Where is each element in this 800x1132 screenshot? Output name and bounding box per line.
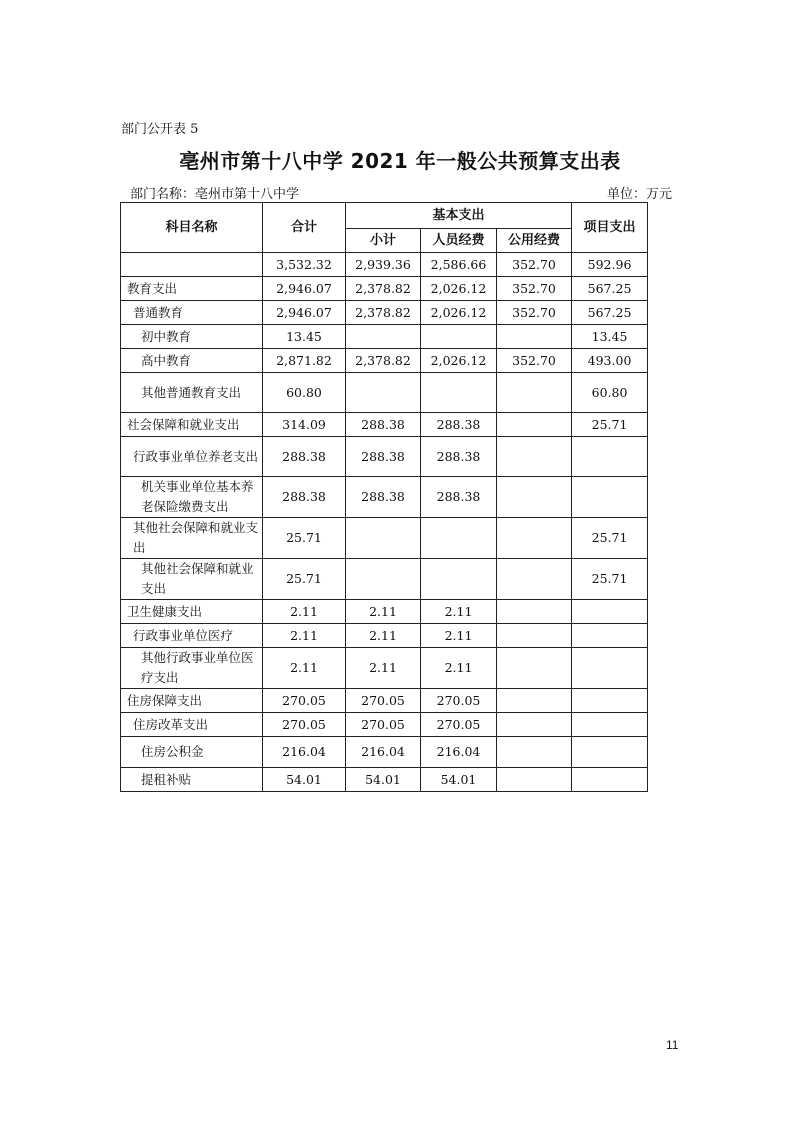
- table-row: [121, 437, 648, 477]
- table-number-label: 部门公开表 5: [121, 122, 199, 137]
- cell-subject: [121, 253, 263, 277]
- cell-project: [572, 737, 648, 768]
- cell-public: [497, 559, 572, 600]
- cell-subtotal: 2,378.82: [346, 277, 421, 301]
- cell-subtotal: 216.04: [346, 737, 421, 768]
- table-row: [121, 373, 648, 413]
- cell-project: 567.25: [572, 277, 648, 301]
- cell-project: 493.00: [572, 349, 648, 373]
- cell-subtotal: [346, 559, 421, 600]
- cell-subject: 机关事业单位基本养老保险缴费支出: [121, 477, 263, 518]
- cell-subject: 高中教育: [121, 349, 263, 373]
- cell-public: 352.70: [497, 253, 572, 277]
- cell-subtotal: 2,939.36: [346, 253, 421, 277]
- cell-project: 60.80: [572, 373, 648, 413]
- table-row: [121, 624, 648, 648]
- header-total: 合计: [263, 203, 346, 253]
- cell-total: 3,532.32: [263, 253, 346, 277]
- cell-project: 13.45: [572, 325, 648, 349]
- cell-total: 2,871.82: [263, 349, 346, 373]
- cell-personnel: [421, 518, 497, 559]
- table-row: [121, 648, 648, 689]
- cell-personnel: 288.38: [421, 437, 497, 477]
- cell-total: 216.04: [263, 737, 346, 768]
- cell-subject: 住房公积金: [121, 737, 263, 768]
- cell-total: 2.11: [263, 600, 346, 624]
- cell-public: [497, 768, 572, 792]
- cell-public: [497, 648, 572, 689]
- cell-subject: 卫生健康支出: [121, 600, 263, 624]
- cell-public: [497, 600, 572, 624]
- department-label: 部门名称：亳州市第十八中学: [130, 187, 300, 202]
- cell-total: 314.09: [263, 413, 346, 437]
- cell-subtotal: 288.38: [346, 477, 421, 518]
- cell-personnel: [421, 373, 497, 413]
- cell-public: [497, 518, 572, 559]
- cell-public: 352.70: [497, 277, 572, 301]
- cell-project: 25.71: [572, 518, 648, 559]
- cell-total: 2.11: [263, 648, 346, 689]
- header-personnel: 人员经费: [421, 229, 497, 253]
- header-basic: 基本支出: [346, 203, 572, 229]
- table-row: [121, 477, 648, 518]
- cell-project: [572, 713, 648, 737]
- cell-subject: 行政事业单位医疗: [121, 624, 263, 648]
- cell-subtotal: 2.11: [346, 624, 421, 648]
- cell-subtotal: 2,378.82: [346, 301, 421, 325]
- cell-total: 270.05: [263, 713, 346, 737]
- page-number: 11: [666, 1038, 679, 1052]
- cell-total: 270.05: [263, 689, 346, 713]
- cell-personnel: [421, 559, 497, 600]
- table-row: [121, 325, 648, 349]
- header-public: 公用经费: [497, 229, 572, 253]
- table-row: [121, 349, 648, 373]
- cell-subject: 初中教育: [121, 325, 263, 349]
- cell-personnel: 2,586.66: [421, 253, 497, 277]
- cell-subject: 其他社会保障和就业支出: [121, 559, 263, 600]
- cell-project: 25.71: [572, 559, 648, 600]
- table-row: [121, 301, 648, 325]
- cell-subtotal: 2.11: [346, 648, 421, 689]
- cell-total: 25.71: [263, 559, 346, 600]
- cell-public: [497, 477, 572, 518]
- cell-project: [572, 624, 648, 648]
- cell-personnel: 2.11: [421, 600, 497, 624]
- cell-total: 288.38: [263, 477, 346, 518]
- table-row: [121, 413, 648, 437]
- cell-public: [497, 624, 572, 648]
- cell-personnel: 2,026.12: [421, 301, 497, 325]
- cell-subject: 行政事业单位养老支出: [121, 437, 263, 477]
- table-row: [121, 689, 648, 713]
- cell-total: 288.38: [263, 437, 346, 477]
- cell-total: 25.71: [263, 518, 346, 559]
- table-row: [121, 253, 648, 277]
- cell-personnel: 270.05: [421, 713, 497, 737]
- cell-public: 352.70: [497, 349, 572, 373]
- cell-project: [572, 437, 648, 477]
- cell-subtotal: 288.38: [346, 437, 421, 477]
- cell-subject: 其他行政事业单位医疗支出: [121, 648, 263, 689]
- cell-personnel: 2.11: [421, 648, 497, 689]
- cell-subject: 其他普通教育支出: [121, 373, 263, 413]
- cell-public: 352.70: [497, 301, 572, 325]
- cell-personnel: 2,026.12: [421, 349, 497, 373]
- cell-subtotal: 54.01: [346, 768, 421, 792]
- cell-project: 567.25: [572, 301, 648, 325]
- cell-public: [497, 437, 572, 477]
- page-title: 亳州市第十八中学 2021 年一般公共预算支出表: [179, 149, 621, 173]
- table-row: [121, 768, 648, 792]
- cell-public: [497, 689, 572, 713]
- budget-table: [120, 202, 648, 792]
- cell-personnel: 2.11: [421, 624, 497, 648]
- cell-subject: 社会保障和就业支出: [121, 413, 263, 437]
- cell-project: [572, 648, 648, 689]
- cell-total: 60.80: [263, 373, 346, 413]
- cell-public: [497, 737, 572, 768]
- cell-total: 54.01: [263, 768, 346, 792]
- cell-personnel: 54.01: [421, 768, 497, 792]
- cell-subtotal: [346, 325, 421, 349]
- table-row: [121, 559, 648, 600]
- cell-subject: 普通教育: [121, 301, 263, 325]
- table-row: [121, 737, 648, 768]
- cell-personnel: 288.38: [421, 413, 497, 437]
- header-subtotal: 小计: [346, 229, 421, 253]
- cell-subtotal: 270.05: [346, 689, 421, 713]
- cell-subject: 其他社会保障和就业支出: [121, 518, 263, 559]
- cell-total: 13.45: [263, 325, 346, 349]
- table-body: [121, 253, 648, 792]
- cell-total: 2,946.07: [263, 301, 346, 325]
- cell-total: 2,946.07: [263, 277, 346, 301]
- header-subject: 科目名称: [121, 203, 263, 253]
- cell-personnel: 270.05: [421, 689, 497, 713]
- table-row: [121, 713, 648, 737]
- cell-subtotal: 2.11: [346, 600, 421, 624]
- cell-subtotal: 288.38: [346, 413, 421, 437]
- cell-project: [572, 600, 648, 624]
- cell-subject: 教育支出: [121, 277, 263, 301]
- cell-public: [497, 413, 572, 437]
- cell-subject: 住房改革支出: [121, 713, 263, 737]
- header-project: 项目支出: [572, 203, 648, 253]
- cell-project: [572, 477, 648, 518]
- cell-project: [572, 768, 648, 792]
- table-row: [121, 600, 648, 624]
- cell-subject: 提租补贴: [121, 768, 263, 792]
- table-row: [121, 518, 648, 559]
- cell-subtotal: 2,378.82: [346, 349, 421, 373]
- cell-personnel: 216.04: [421, 737, 497, 768]
- cell-subtotal: [346, 518, 421, 559]
- unit-label: 单位：万元: [606, 187, 672, 202]
- cell-subtotal: 270.05: [346, 713, 421, 737]
- cell-project: [572, 689, 648, 713]
- cell-personnel: 2,026.12: [421, 277, 497, 301]
- cell-personnel: [421, 325, 497, 349]
- cell-total: 2.11: [263, 624, 346, 648]
- cell-public: [497, 373, 572, 413]
- cell-project: 25.71: [572, 413, 648, 437]
- cell-subject: 住房保障支出: [121, 689, 263, 713]
- cell-subtotal: [346, 373, 421, 413]
- cell-public: [497, 325, 572, 349]
- table-row: [121, 277, 648, 301]
- cell-personnel: 288.38: [421, 477, 497, 518]
- cell-project: 592.96: [572, 253, 648, 277]
- cell-public: [497, 713, 572, 737]
